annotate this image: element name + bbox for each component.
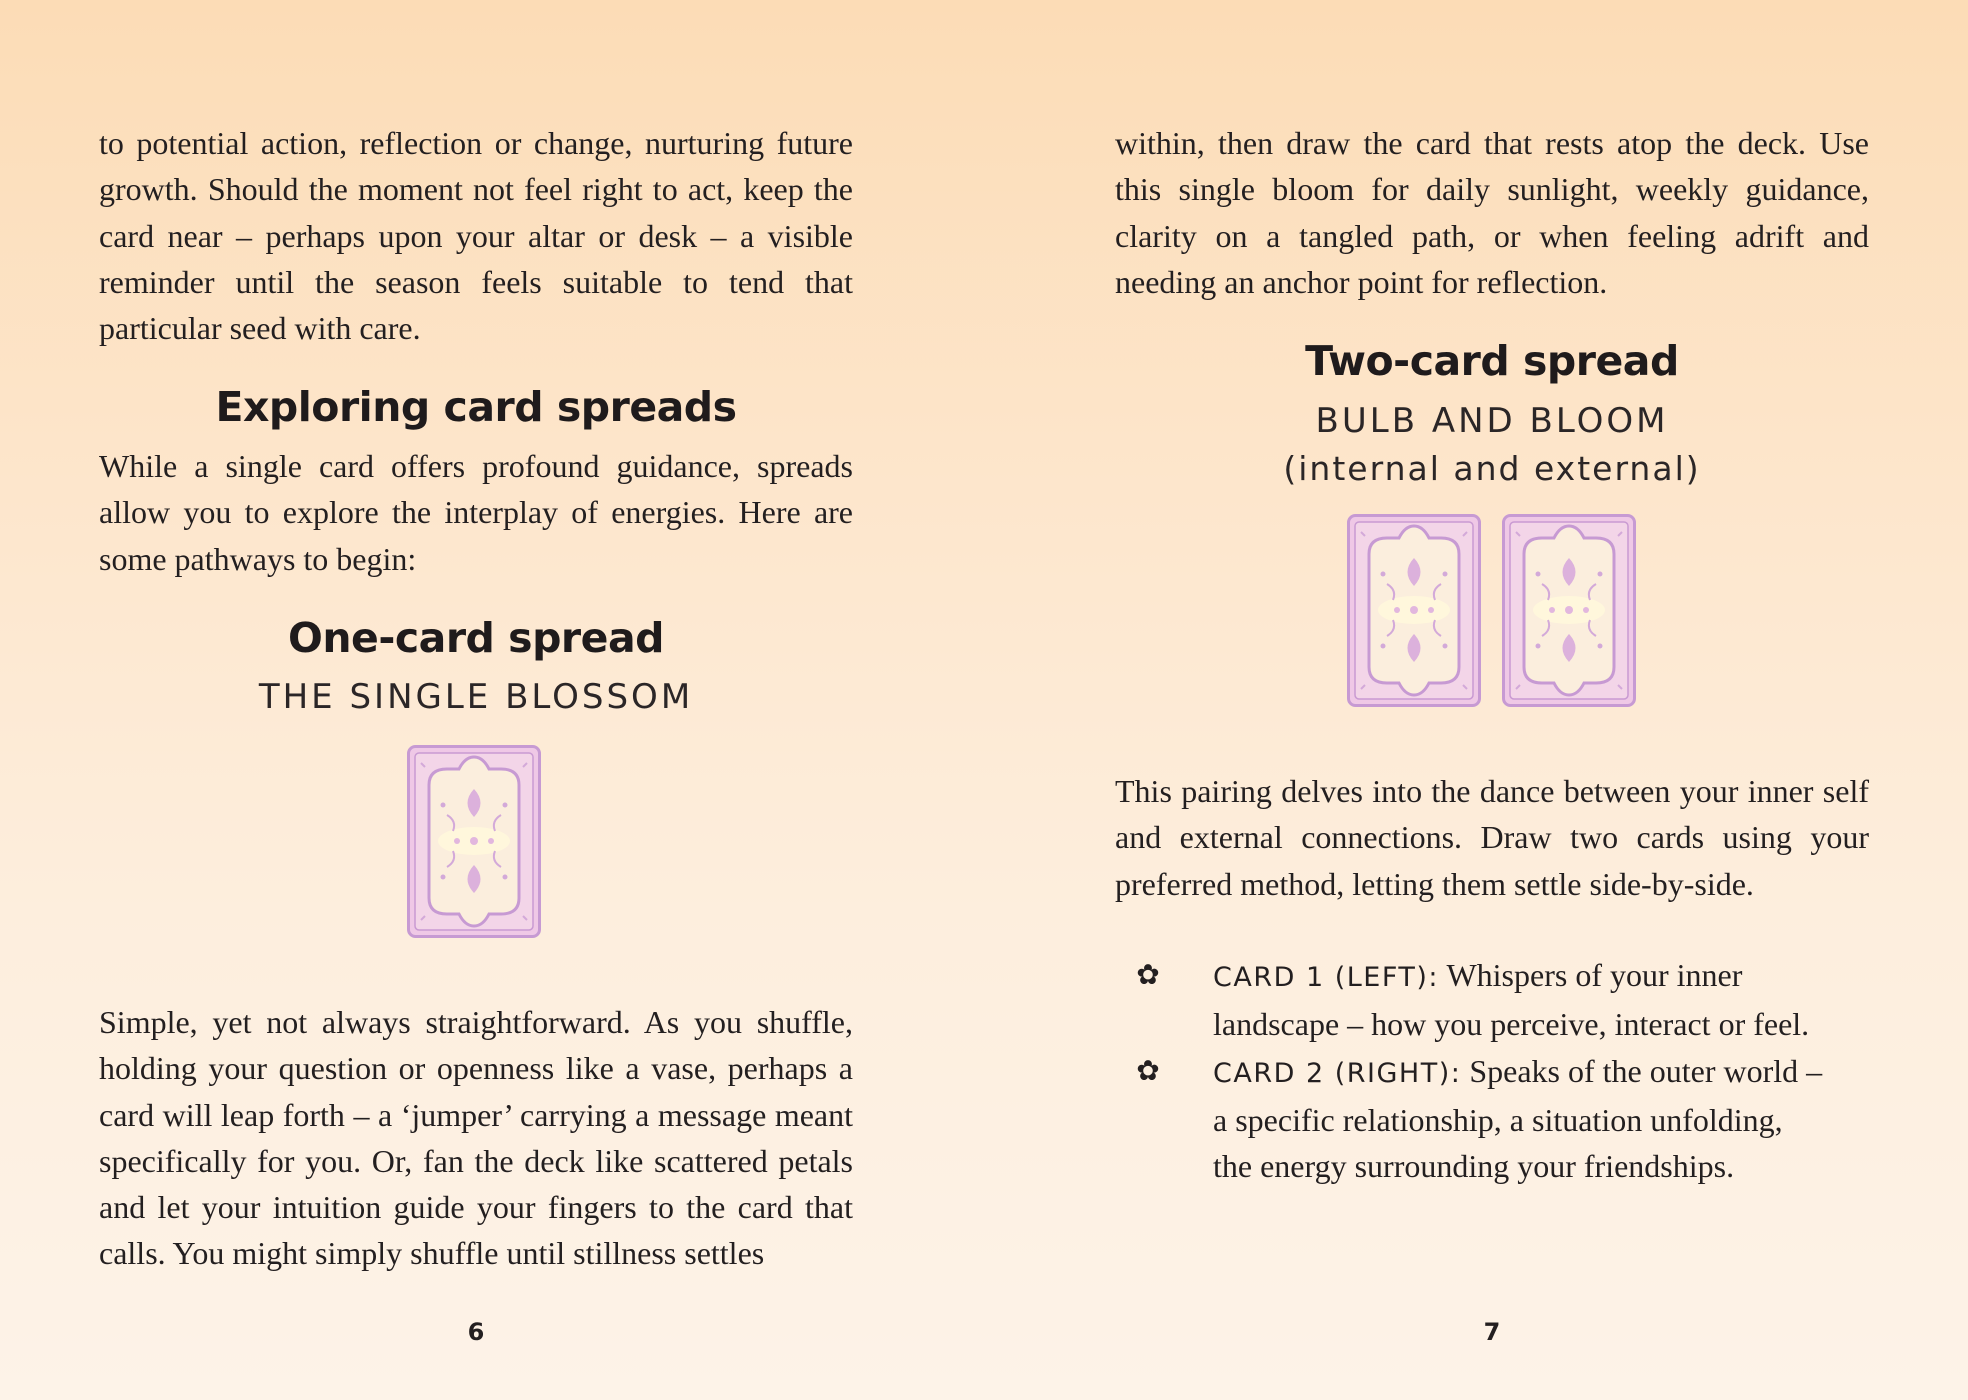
right-page: [1115, 0, 1869, 1400]
tarot-card-image-left: [1347, 514, 1481, 707]
page-number-right: 7: [1483, 1318, 1501, 1346]
list-item: [1115, 952, 1869, 1048]
bullet-text: Whispers of your inner landscape – how you perceive, interact or feel.: [1213, 957, 1810, 1043]
right-intro-paragraph: within, then draw the card that rests atop the deck. Use this single bloom for daily sunlight, weekly guidance, clarity on a tangled path, or when feeling adrift and needing an anchor point for reflection.: [1115, 125, 1869, 300]
flower-icon: ✿: [1136, 958, 1160, 991]
page-number-left: 6: [467, 1318, 485, 1346]
left-intro-paragraph: to potential action, reflection or change, nurturing future growth. Should the moment not feel right to act, keep the card near – perhaps upon your altar or desk – a visible reminder until the season feels suitable to tend that particular seed with care.: [99, 125, 853, 347]
one-card-spread-subtitle: THE SINGLE BLOSSOM: [258, 677, 694, 717]
two-card-spread-title: Two-card spread: [1305, 337, 1679, 385]
right-body-paragraph: This pairing delves into the dance between your inner self and external connections. Draw two cards using your preferred method, letting them settle side-by-side.: [1115, 773, 1869, 902]
one-card-spread-title: One-card spread: [288, 614, 664, 662]
bullet-label: CARD 1 (LEFT):: [1213, 962, 1440, 993]
two-card-spread-subtitle-paren: (internal and external): [1283, 449, 1701, 488]
two-card-spread-subtitle: BULB AND BLOOM: [1315, 401, 1669, 441]
bullet-label: CARD 2 (RIGHT):: [1213, 1057, 1462, 1089]
section-paragraph: While a single card offers profound guidance, spreads allow you to explore the interplay of energies. Here are some pathways to begin:: [99, 448, 853, 577]
section-heading: Exploring card spreads: [215, 383, 737, 431]
tarot-card-image: [407, 745, 541, 938]
list-item: [1115, 1048, 1869, 1190]
left-body-paragraph: Simple, yet not always straightforward. As you shuffle, holding your question or openness like a vase, perhaps a card will leap forth – a ‘jumper’ carrying a message meant specifically for you. Or, fan the deck like scattered petals and let your intuition guide your fingers to the card that calls. You might simply shuffle until stillness settles: [99, 1004, 853, 1272]
tarot-card-image-right: [1502, 514, 1636, 707]
card-meaning-list: [1115, 952, 1869, 1189]
flower-icon: ✿: [1136, 1053, 1160, 1087]
left-page: [99, 0, 853, 1400]
bullet-text: Speaks of the outer world – a specific relationship, a situation unfolding, the energy surrounding your friendships.: [1213, 1052, 1823, 1185]
